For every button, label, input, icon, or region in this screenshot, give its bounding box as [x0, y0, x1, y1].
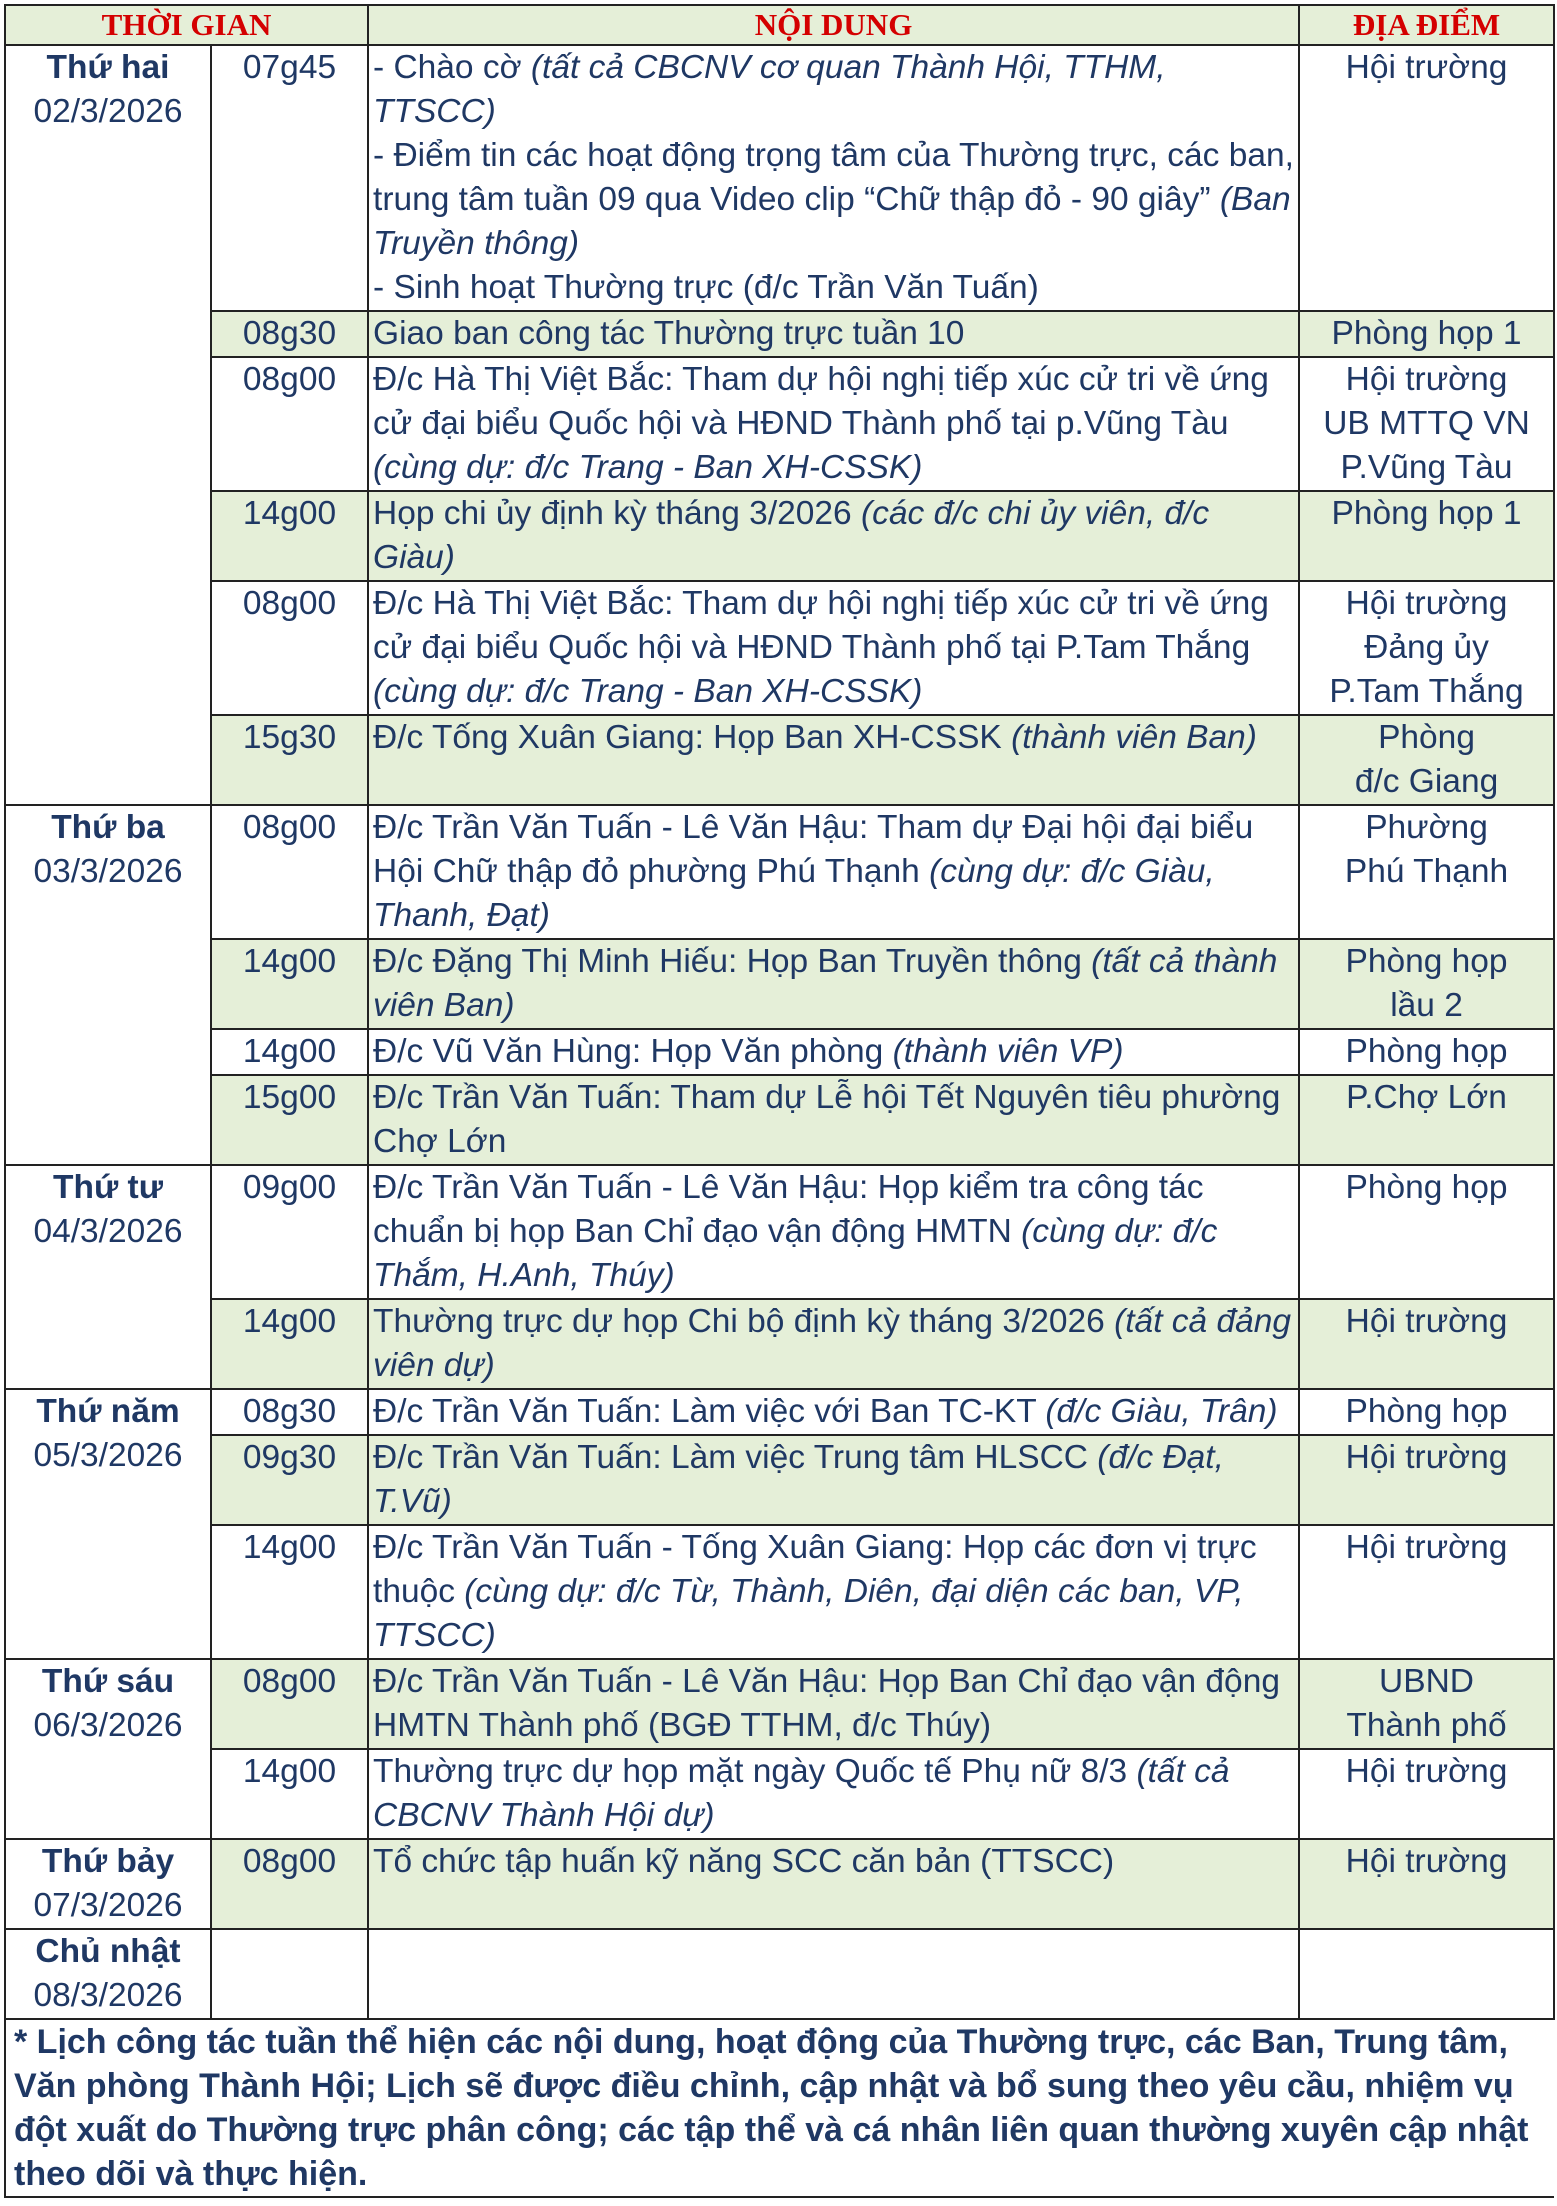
time-cell: 14g00: [211, 1029, 368, 1075]
location-cell: Hội trường: [1299, 45, 1554, 311]
schedule-row: [5, 939, 1554, 1029]
location-cell: Hội trường Đảng ủy P.Tam Thắng: [1299, 581, 1554, 715]
location-cell: Hội trường: [1299, 1299, 1554, 1389]
header-time: THỜI GIAN: [5, 5, 368, 45]
content-cell: Đ/c Trần Văn Tuấn - Lê Văn Hậu: Tham dự Đại hội đại biểu Hội Chữ thập đỏ phường Phú Thạnh (cùng dự: đ/c Giàu, Thanh, Đạt): [368, 805, 1299, 939]
location-cell: Phường Phú Thạnh: [1299, 805, 1554, 939]
schedule-row: [5, 1389, 1554, 1435]
time-cell: 15g30: [211, 715, 368, 805]
time-cell: 09g30: [211, 1435, 368, 1525]
schedule-row: [5, 491, 1554, 581]
location-cell: Phòng họp: [1299, 1029, 1554, 1075]
schedule-row: [5, 581, 1554, 715]
header-row: [5, 5, 1554, 45]
location-cell: UBND Thành phố: [1299, 1659, 1554, 1749]
day-cell: [5, 805, 211, 1165]
schedule-row: [5, 1075, 1554, 1165]
time-cell: 08g00: [211, 1659, 368, 1749]
location-cell: Hội trường: [1299, 1749, 1554, 1839]
time-cell: 14g00: [211, 939, 368, 1029]
time-cell: 14g00: [211, 1749, 368, 1839]
content-cell: Thường trực dự họp mặt ngày Quốc tế Phụ nữ 8/3 (tất cả CBCNV Thành Hội dự): [368, 1749, 1299, 1839]
content-cell: Đ/c Trần Văn Tuấn - Tống Xuân Giang: Họp các đơn vị trực thuộc (cùng dự: đ/c Từ, Thành, Diên, đại diện các ban, VP, TTSCC): [368, 1525, 1299, 1659]
location-cell: Hội trường: [1299, 1435, 1554, 1525]
day-date: 04/3/2026: [33, 1213, 183, 1250]
day-name: Thứ hai: [46, 49, 170, 86]
location-cell: Phòng đ/c Giang: [1299, 715, 1554, 805]
schedule-body: [5, 45, 1554, 2197]
schedule-row: [5, 1435, 1554, 1525]
schedule-row: [5, 1749, 1554, 1839]
time-cell: 08g00: [211, 581, 368, 715]
header-content: NỘI DUNG: [368, 5, 1299, 45]
day-name: Thứ bảy: [41, 1843, 175, 1880]
location-cell: Phòng họp 1: [1299, 311, 1554, 357]
day-name: Thứ ba: [51, 809, 165, 846]
day-cell: [5, 1165, 211, 1389]
time-cell: 08g00: [211, 357, 368, 491]
schedule-row: [5, 1839, 1554, 1929]
schedule-row: [5, 715, 1554, 805]
day-date: 02/3/2026: [33, 93, 183, 130]
content-cell: Giao ban công tác Thường trực tuần 10: [368, 311, 1299, 357]
day-name: Thứ sáu: [41, 1663, 175, 1700]
content-cell: Đ/c Trần Văn Tuấn - Lê Văn Hậu: Họp Ban Chỉ đạo vận động HMTN Thành phố (BGĐ TTHM, đ/c Thúy): [368, 1659, 1299, 1749]
content-cell: Đ/c Trần Văn Tuấn - Lê Văn Hậu: Họp kiểm tra công tác chuẩn bị họp Ban Chỉ đạo vận động HMTN (cùng dự: đ/c Thắm, H.Anh, Thúy): [368, 1165, 1299, 1299]
content-cell: Tổ chức tập huấn kỹ năng SCC căn bản (TTSCC): [368, 1839, 1299, 1929]
location-cell: Phòng họp 1: [1299, 491, 1554, 581]
schedule-row: [5, 1299, 1554, 1389]
time-cell: 08g00: [211, 805, 368, 939]
content-cell: Đ/c Đặng Thị Minh Hiếu: Họp Ban Truyền thông (tất cả thành viên Ban): [368, 939, 1299, 1029]
day-name: Chủ nhật: [35, 1933, 181, 1970]
day-date: 03/3/2026: [33, 853, 183, 890]
location-cell: Phòng họp: [1299, 1165, 1554, 1299]
day-cell: [5, 1659, 211, 1839]
time-cell: 09g00: [211, 1165, 368, 1299]
time-cell: 07g45: [211, 45, 368, 311]
day-cell: [5, 45, 211, 805]
location-cell: [1299, 1929, 1554, 2019]
location-cell: Phòng họp: [1299, 1389, 1554, 1435]
day-date: 07/3/2026: [33, 1887, 183, 1924]
content-cell: Đ/c Hà Thị Việt Bắc: Tham dự hội nghị tiếp xúc cử tri về ứng cử đại biểu Quốc hội và HĐND Thành phố tại P.Tam Thắng (cùng dự: đ/c Trang - Ban XH-CSSK): [368, 581, 1299, 715]
note-row: [5, 2019, 1554, 2197]
location-cell: P.Chợ Lớn: [1299, 1075, 1554, 1165]
time-cell: 08g30: [211, 1389, 368, 1435]
content-cell: Đ/c Vũ Văn Hùng: Họp Văn phòng (thành viên VP): [368, 1029, 1299, 1075]
time-cell: 14g00: [211, 1299, 368, 1389]
content-cell: Đ/c Trần Văn Tuấn: Làm việc với Ban TC-KT (đ/c Giàu, Trân): [368, 1389, 1299, 1435]
schedule-row: [5, 1525, 1554, 1659]
time-cell: 14g00: [211, 1525, 368, 1659]
schedule-row: [5, 311, 1554, 357]
time-cell: 08g30: [211, 311, 368, 357]
weekly-schedule-table: [4, 4, 1555, 2198]
schedule-row: [5, 1659, 1554, 1749]
schedule-row: [5, 1165, 1554, 1299]
day-name: Thứ năm: [36, 1393, 180, 1430]
location-cell: Hội trường: [1299, 1839, 1554, 1929]
day-cell: [5, 1929, 211, 2019]
header-location: ĐỊA ĐIỂM: [1299, 5, 1554, 45]
content-cell: Thường trực dự họp Chi bộ định kỳ tháng 3/2026 (tất cả đảng viên dự): [368, 1299, 1299, 1389]
content-cell: Họp chi ủy định kỳ tháng 3/2026 (các đ/c chi ủy viên, đ/c Giàu): [368, 491, 1299, 581]
content-cell: [368, 1929, 1299, 2019]
content-cell: Đ/c Trần Văn Tuấn: Làm việc Trung tâm HLSCC (đ/c Đạt, T.Vũ): [368, 1435, 1299, 1525]
day-date: 08/3/2026: [33, 1977, 183, 2014]
content-cell: Đ/c Hà Thị Việt Bắc: Tham dự hội nghị tiếp xúc cử tri về ứng cử đại biểu Quốc hội và HĐND Thành phố tại p.Vũng Tàu (cùng dự: đ/c Trang - Ban XH-CSSK): [368, 357, 1299, 491]
day-name: Thứ tư: [53, 1169, 163, 1206]
day-date: 06/3/2026: [33, 1707, 183, 1744]
content-cell: Đ/c Trần Văn Tuấn: Tham dự Lễ hội Tết Nguyên tiêu phường Chợ Lớn: [368, 1075, 1299, 1165]
schedule-row: [5, 357, 1554, 491]
content-cell: Đ/c Tống Xuân Giang: Họp Ban XH-CSSK (thành viên Ban): [368, 715, 1299, 805]
schedule-row: [5, 805, 1554, 939]
location-cell: Phòng họp lầu 2: [1299, 939, 1554, 1029]
footnote: * Lịch công tác tuần thể hiện các nội dung, hoạt động của Thường trực, các Ban, Trung tâm, Văn phòng Thành Hội; Lịch sẽ được điều chỉnh, cập nhật và bổ sung theo yêu cầu, nhiệm vụ đột xuất do Thường trực phân công; các tập thể và cá nhân liên quan thường xuyên cập nhật theo dõi và thực hiện.: [5, 2019, 1554, 2197]
time-cell: [211, 1929, 368, 2019]
location-cell: Hội trường UB MTTQ VN P.Vũng Tàu: [1299, 357, 1554, 491]
schedule-row: [5, 1029, 1554, 1075]
day-cell: [5, 1389, 211, 1659]
location-cell: Hội trường: [1299, 1525, 1554, 1659]
schedule-row: [5, 45, 1554, 311]
content-cell: - Chào cờ (tất cả CBCNV cơ quan Thành Hội, TTHM, TTSCC) - Điểm tin các hoạt động trọng tâm của Thường trực, các ban, trung tâm tuần 09 qua Video clip “Chữ thập đỏ - 90 giây” (Ban Truyền thông) - Sinh hoạt Thường trực (đ/c Trần Văn Tuấn): [368, 45, 1299, 311]
day-date: 05/3/2026: [33, 1437, 183, 1474]
time-cell: 15g00: [211, 1075, 368, 1165]
time-cell: 08g00: [211, 1839, 368, 1929]
schedule-row: [5, 1929, 1554, 2019]
time-cell: 14g00: [211, 491, 368, 581]
day-cell: [5, 1839, 211, 1929]
